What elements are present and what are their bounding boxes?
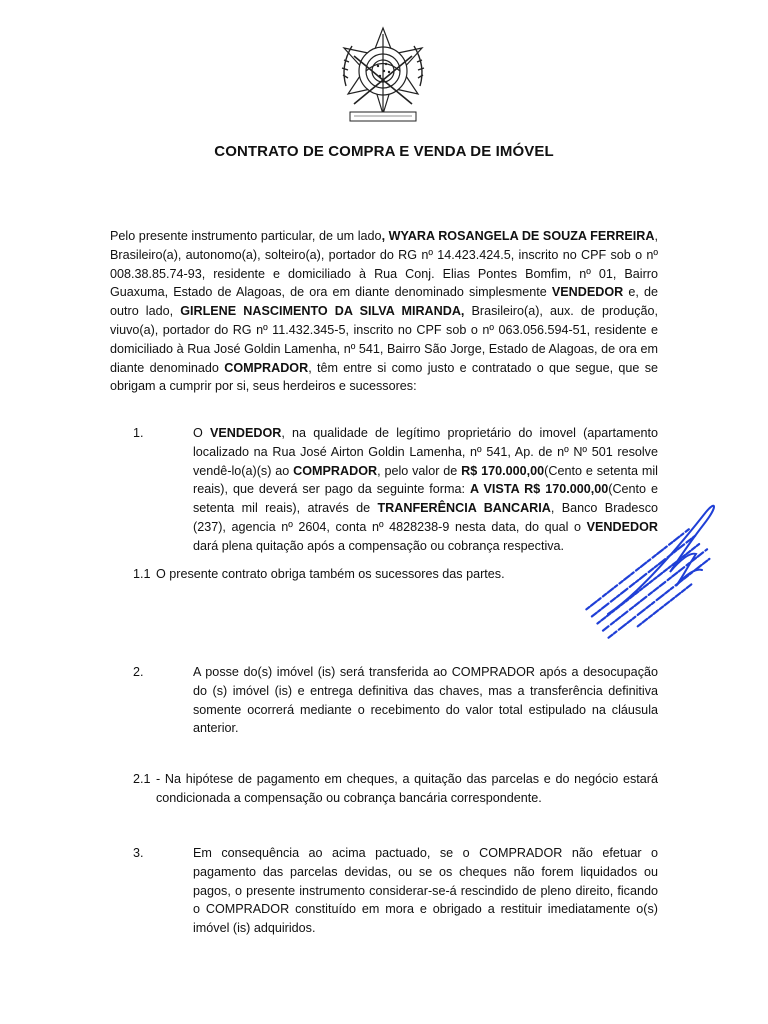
notary-stamp-signature-icon — [578, 494, 728, 644]
clause-number: 3. — [133, 846, 144, 860]
clause-number: 1.1 — [133, 567, 151, 581]
clause-1: O VENDEDOR, na qualidade de legítimo proprietário do imovel (apartamento localizado na Rua José Airton Goldin Lamenha, nº 541, Ap. de nº Nº 501 resolve vendê-lo(a)(s) ao COMPRADOR, pelo valor de R$ 170.000,00(Cento e setenta mil reais), que deverá ser pago da seguinte forma: A VISTA R$ 170.000,00(Cento e setenta mil reais), através de TRANFERÊNCIA BANCARIA, Banco Bradesco (237), agencia nº 2604, conta nº 4828238-9 nesta data, do qual o VENDEDOR dará plena quitação após a compensação ou cobrança respectiva. — [193, 426, 659, 553]
brazil-coat-of-arms-icon — [336, 26, 430, 124]
document-title: CONTRATO DE COMPRA E VENDA DE IMÓVEL — [214, 143, 554, 160]
intro-paragraph: Pelo presente instrumento particular, de um lado, WYARA ROSANGELA DE SOUZA FERREIRA, Brasileiro(a), autonomo(a), solteiro(a), portador do RG nº 14.423.424.5, inscrito no CPF sob o nº 008.38.85.74-93, residente e domiciliado à Rua Conj. Elias Pontes Bomfim, nº 01, Bairro Guaxuma, Estado de Alagoas, de ora em diante denominado simplesmente VENDEDOR e, de outro lado, GIRLENE NASCIMENTO DA SILVA MIRANDA, Brasileiro(a), aux. de produção, viuvo(a), portador do RG nº 11.432.345-5, inscrito no CPF sob o nº 063.056.594-51, residente e domiciliado à Rua José Goldin Lamenha, nº 541, Bairro São Jorge, Estado de Alagoas, de ora em diante denominado COMPRADOR, têm entre si como justo e contratado o que segue, que se obrigam a cumprir por si, seus herdeiros e sucessores: — [110, 229, 659, 394]
clause-number: 1. — [133, 426, 144, 440]
clause-number: 2. — [133, 665, 144, 679]
clause-2: A posse do(s) imóvel (is) será transferida ao COMPRADOR após a desocupação do (s) imóvel (is) e entrega definitiva das chaves, mas a transferência definitiva somente ocorrerá mediante o recebimento do valor total estipulado na cláusula anterior. — [193, 665, 658, 736]
clause-2-1: - Na hipótese de pagamento em cheques, a quitação das parcelas e do negócio estará condicionada a compensação ou cobrança bancária correspondente. — [156, 772, 658, 805]
clause-1-1: O presente contrato obriga também os sucessores das partes. — [156, 567, 505, 581]
clause-number: 2.1 — [133, 772, 151, 786]
clause-3: Em consequência ao acima pactuado, se o COMPRADOR não efetuar o pagamento das parcelas devidas, ou se os cheques não forem liquidados ou pagos, o presente instrumento considerar-se-á rescindido de pleno direito, ficando o COMPRADOR constituído em mora e obrigado a restituir imediatamente o(s) imóvel (is) adquiridos. — [193, 846, 658, 936]
